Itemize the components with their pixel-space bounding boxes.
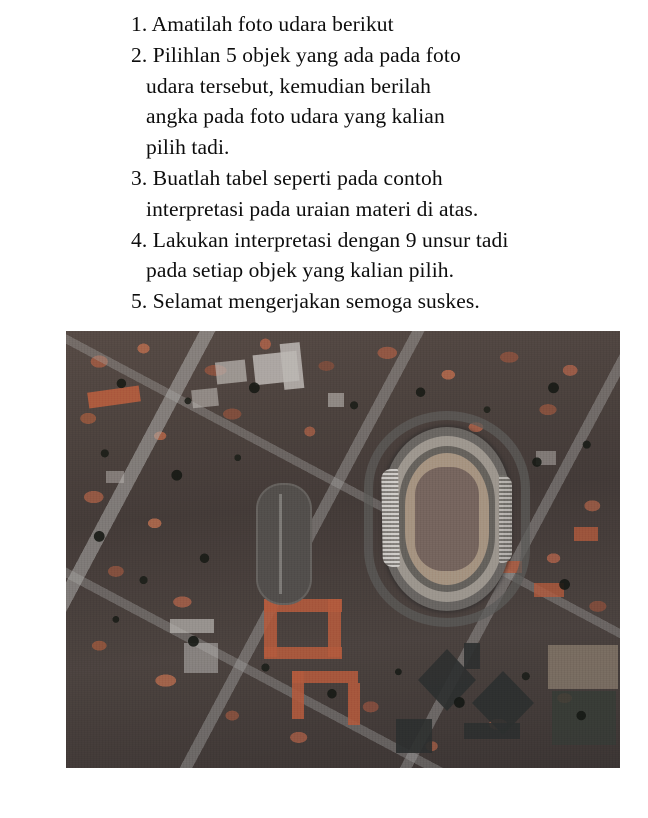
photo-tone <box>66 331 620 768</box>
instruction-line: interpretasi pada uraian materi di atas. <box>146 196 479 221</box>
instruction-line: udara tersebut, kemudian berilah <box>146 73 431 98</box>
instruction-line: angka pada foto udara yang kalian <box>146 104 445 129</box>
aerial-photo-canvas <box>66 331 620 768</box>
instruction-line: 4. Lakukan interpretasi dengan 9 unsur tadi <box>131 227 509 252</box>
instruction-line: 5. Selamat mengerjakan semoga suskes. <box>131 289 480 314</box>
instruction-line: 3. Buatlah tabel seperti pada contoh <box>131 165 443 190</box>
aerial-photo <box>66 331 620 768</box>
instruction-line: 2. Pilihlan 5 objek yang ada pada foto <box>131 42 461 67</box>
instruction-line: pada setiap objek yang kalian pilih. <box>146 258 455 283</box>
instruction-line: pilih tadi. <box>146 135 230 160</box>
instruction-list <box>131 9 601 317</box>
instruction-line: 1. Amatilah foto udara berikut <box>131 12 394 36</box>
